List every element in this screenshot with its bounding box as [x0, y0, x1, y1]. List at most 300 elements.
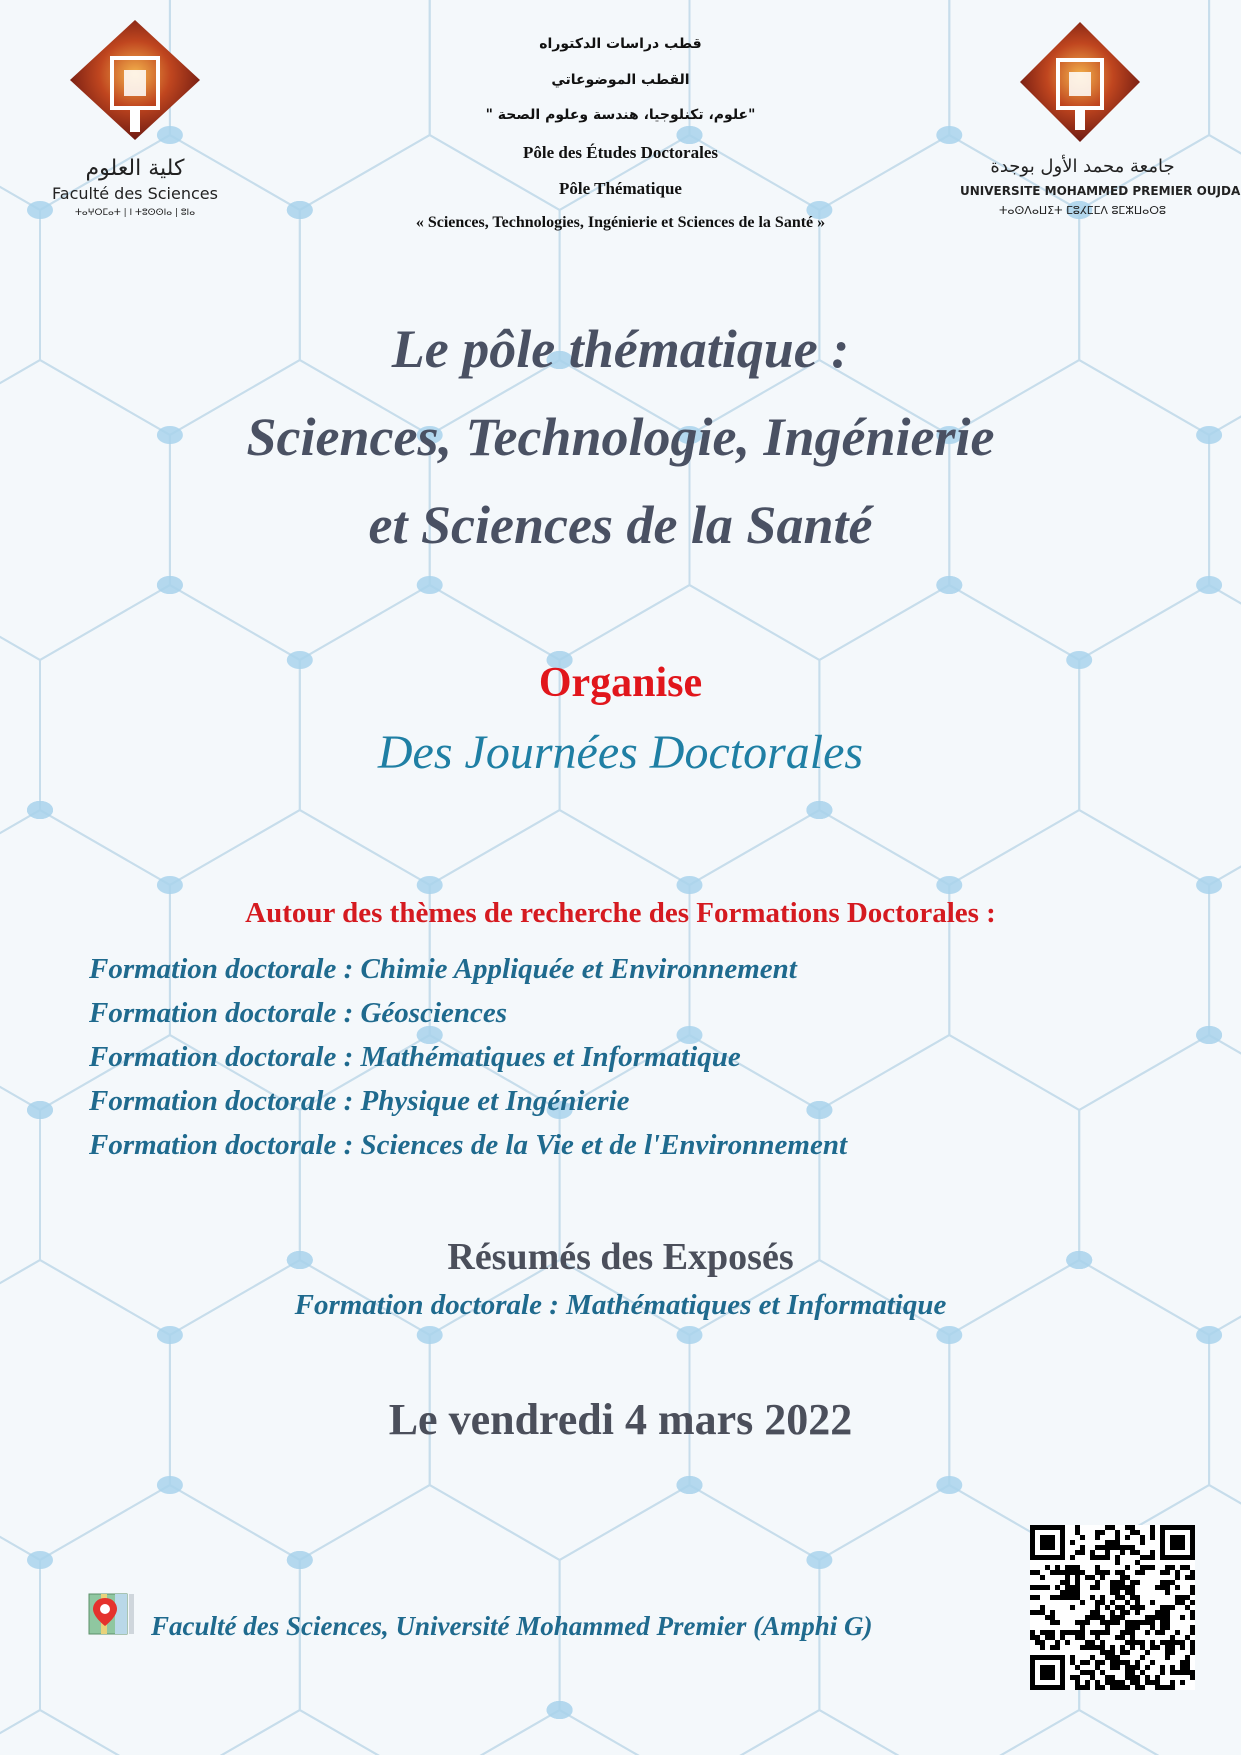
qr-module [1115, 1635, 1120, 1640]
qr-module [1140, 1565, 1145, 1570]
qr-module [1095, 1555, 1100, 1560]
qr-module [1090, 1595, 1095, 1600]
qr-module [1090, 1555, 1095, 1560]
qr-module [1090, 1670, 1095, 1675]
qr-module [1135, 1625, 1140, 1630]
header-arabic-line2: القطب الموضوعاتي [551, 72, 690, 88]
qr-module [1175, 1670, 1180, 1675]
qr-module [1065, 1580, 1070, 1585]
qr-module [1140, 1555, 1145, 1560]
resumes-subtitle: Formation doctorale : Mathématiques et Informatique [294, 1289, 947, 1321]
venue-text: Faculté des Sciences, Université Mohammed Premier (Amphi G) [151, 1611, 873, 1641]
qr-module [1110, 1660, 1115, 1665]
qr-module [1120, 1660, 1125, 1665]
qr-module [1080, 1670, 1085, 1675]
qr-module [1140, 1685, 1145, 1690]
qr-module [1130, 1665, 1135, 1670]
qr-module [1110, 1590, 1115, 1595]
qr-module [1125, 1600, 1130, 1605]
qr-module [1100, 1545, 1105, 1550]
qr-module [1085, 1620, 1090, 1625]
qr-module [1120, 1545, 1125, 1550]
qr-module [1120, 1685, 1125, 1690]
qr-module [1160, 1670, 1165, 1675]
qr-module [1130, 1550, 1135, 1555]
qr-module [1130, 1635, 1135, 1640]
qr-module [1115, 1555, 1120, 1560]
hexagon-shape [1209, 1710, 1241, 1755]
qr-module [1110, 1645, 1115, 1650]
qr-module [1190, 1585, 1195, 1590]
qr-module [1055, 1645, 1060, 1650]
qr-module [1075, 1590, 1080, 1595]
qr-module [1180, 1595, 1185, 1600]
qr-module [1160, 1610, 1165, 1615]
qr-module [1090, 1610, 1095, 1615]
qr-module [1095, 1535, 1100, 1540]
qr-module [1170, 1680, 1175, 1685]
qr-module [1065, 1590, 1070, 1595]
qr-module [1120, 1605, 1125, 1610]
molecule-dot [806, 801, 832, 819]
qr-module [1135, 1665, 1140, 1670]
qr-module [1130, 1530, 1135, 1535]
resumes-title: Résumés des Exposés [447, 1236, 794, 1278]
qr-module [1115, 1655, 1120, 1660]
qr-module [1115, 1530, 1120, 1535]
qr-module [1035, 1585, 1040, 1590]
qr-module [1160, 1665, 1165, 1670]
qr-module [1175, 1575, 1180, 1580]
qr-module [1170, 1605, 1175, 1610]
qr-module [1160, 1615, 1165, 1620]
qr-module [1090, 1550, 1095, 1555]
qr-module [1075, 1680, 1080, 1685]
qr-module [1085, 1645, 1090, 1650]
qr-module [1130, 1680, 1135, 1685]
qr-module [1160, 1685, 1165, 1690]
qr-module [1170, 1645, 1175, 1650]
qr-module [1090, 1630, 1095, 1635]
qr-module [1180, 1665, 1185, 1670]
qr-module [1095, 1600, 1100, 1605]
qr-module [1170, 1580, 1175, 1585]
qr-module [1095, 1610, 1100, 1615]
hexagon-shape [1209, 810, 1241, 1110]
formation-item-5: Formation doctorale : Sciences de la Vie et de l'Environnement [89, 1129, 848, 1161]
qr-module [1180, 1600, 1185, 1605]
qr-module [1190, 1590, 1195, 1595]
qr-module [1120, 1645, 1125, 1650]
qr-module [1105, 1550, 1110, 1555]
qr-module [1150, 1600, 1155, 1605]
qr-module [1095, 1660, 1100, 1665]
qr-module [1095, 1665, 1100, 1670]
qr-module [1125, 1620, 1130, 1625]
qr-module [1105, 1620, 1110, 1625]
qr-module [1060, 1570, 1065, 1575]
qr-module [1035, 1640, 1040, 1645]
qr-module [1125, 1545, 1130, 1550]
qr-module [1100, 1645, 1105, 1650]
themes-heading: Autour des thèmes de recherche des Formations Doctorales : [245, 897, 996, 929]
qr-module [1110, 1580, 1115, 1585]
qr-module [1150, 1565, 1155, 1570]
qr-module [1130, 1630, 1135, 1635]
qr-module [1170, 1565, 1175, 1570]
qr-module [1155, 1645, 1160, 1650]
header-pole-thematique: Pôle Thématique [559, 179, 682, 198]
molecule-dot [27, 801, 53, 819]
qr-module [1080, 1600, 1085, 1605]
title-line-2: Sciences, Technologie, Ingénierie [246, 407, 995, 467]
qr-module [1050, 1620, 1055, 1625]
qr-module [1165, 1650, 1170, 1655]
qr-module [1150, 1615, 1155, 1620]
qr-module [1185, 1605, 1190, 1610]
qr-module [1080, 1645, 1085, 1650]
qr-module [1165, 1655, 1170, 1660]
qr-module [1090, 1575, 1095, 1580]
qr-module [1160, 1605, 1165, 1610]
molecule-dot [677, 126, 703, 144]
qr-module [1150, 1535, 1155, 1540]
qr-module [1095, 1615, 1100, 1620]
qr-module [1110, 1665, 1115, 1670]
qr-module [1125, 1675, 1130, 1680]
molecule-dot [417, 876, 443, 894]
qr-module [1140, 1535, 1145, 1540]
qr-module [1165, 1585, 1170, 1590]
qr-module [1100, 1620, 1105, 1625]
qr-module [1170, 1635, 1175, 1640]
qr-module [1170, 1665, 1175, 1670]
qr-module [1115, 1535, 1120, 1540]
qr-module [1080, 1535, 1085, 1540]
qr-module [1050, 1645, 1055, 1650]
qr-module [1190, 1675, 1195, 1680]
qr-module [1030, 1595, 1035, 1600]
qr-module [1165, 1615, 1170, 1620]
qr-module [1190, 1645, 1195, 1650]
qr-module [1145, 1650, 1150, 1655]
qr-module [1040, 1610, 1045, 1615]
qr-module [1055, 1570, 1060, 1575]
qr-module [1135, 1530, 1140, 1535]
header-arabic-line3: "علوم، تكنلوجيا، هندسة وعلوم الصحة " [485, 107, 756, 123]
qr-module [1110, 1545, 1115, 1550]
qr-module [1055, 1585, 1060, 1590]
qr-module [1060, 1630, 1065, 1635]
qr-module [1105, 1650, 1110, 1655]
qr-module [1100, 1650, 1105, 1655]
molecule-dot [806, 1551, 832, 1569]
qr-module [1175, 1570, 1180, 1575]
qr-module [1135, 1605, 1140, 1610]
qr-module [1100, 1555, 1105, 1560]
qr-module [1030, 1630, 1035, 1635]
qr-module [1165, 1620, 1170, 1625]
qr-module [1145, 1615, 1150, 1620]
qr-module [1095, 1530, 1100, 1535]
qr-module [1120, 1570, 1125, 1575]
qr-module [1075, 1635, 1080, 1640]
molecule-dot [677, 876, 703, 894]
qr-module [1150, 1620, 1155, 1625]
formation-item-3: Formation doctorale : Mathématiques et Informatique [89, 1041, 741, 1073]
qr-module [1155, 1675, 1160, 1680]
qr-module [1090, 1615, 1095, 1620]
qr-module [1030, 1570, 1035, 1575]
qr-module [1110, 1675, 1115, 1680]
map-location-icon [85, 1588, 137, 1640]
qr-module [1190, 1610, 1195, 1615]
qr-module [1170, 1535, 1185, 1550]
qr-module [1075, 1550, 1080, 1555]
molecule-dot [677, 1326, 703, 1344]
qr-module [1085, 1615, 1090, 1620]
qr-module [1135, 1595, 1140, 1600]
qr-module [1145, 1675, 1150, 1680]
qr-module [1135, 1620, 1140, 1625]
title-line-1: Le pôle thématique : [391, 319, 850, 379]
qr-module [1190, 1630, 1195, 1635]
qr-module [1075, 1580, 1080, 1585]
qr-module [1095, 1630, 1100, 1635]
qr-module [1130, 1640, 1135, 1645]
qr-module [1080, 1620, 1085, 1625]
qr-module [1130, 1545, 1135, 1550]
qr-module [1060, 1595, 1065, 1600]
qr-module [1120, 1575, 1125, 1580]
qr-module [1140, 1570, 1145, 1575]
qr-module [1150, 1645, 1155, 1650]
hexagon-shape [949, 810, 1209, 1110]
qr-module [1145, 1630, 1150, 1635]
qr-module [1105, 1655, 1110, 1660]
qr-module [1080, 1545, 1085, 1550]
faculty-name-french: Faculté des Sciences [52, 184, 218, 203]
qr-module [1105, 1625, 1110, 1630]
qr-module [1140, 1540, 1145, 1545]
qr-module [1170, 1640, 1175, 1645]
molecule-dot [936, 876, 962, 894]
molecule-dot [157, 1326, 183, 1344]
qr-module [1170, 1670, 1175, 1675]
qr-module [1105, 1675, 1110, 1680]
qr-module [1050, 1570, 1055, 1575]
qr-module [1085, 1640, 1090, 1645]
faculty-name-tifinagh: ⵜⴰⵖⵔⵎⴰⵜ | ⵏ ⵜⵓⵙⵙⵏⴰ | ⵓⵏⴰ [74, 208, 196, 218]
qr-module [1095, 1565, 1100, 1570]
qr-module [1155, 1630, 1160, 1635]
qr-module [1135, 1610, 1140, 1615]
qr-module [1120, 1635, 1125, 1640]
faculty-name-arabic: كلية العلوم [85, 156, 185, 181]
qr-module [1145, 1620, 1150, 1625]
qr-module [1140, 1620, 1145, 1625]
qr-module [1075, 1585, 1080, 1590]
qr-module [1175, 1595, 1180, 1600]
qr-module [1040, 1645, 1045, 1650]
qr-module [1190, 1575, 1195, 1580]
qr-module [1135, 1660, 1140, 1665]
qr-module [1115, 1595, 1120, 1600]
qr-module [1105, 1680, 1110, 1685]
qr-module [1100, 1570, 1105, 1575]
qr-module [1080, 1550, 1085, 1555]
molecule-dot [1196, 576, 1222, 594]
qr-module [1085, 1575, 1090, 1580]
qr-module [1125, 1640, 1130, 1645]
qr-module [1125, 1630, 1130, 1635]
qr-module [1090, 1640, 1095, 1645]
qr-module [1155, 1680, 1160, 1685]
qr-module [1100, 1595, 1105, 1600]
qr-module [1110, 1620, 1115, 1625]
qr-module [1085, 1670, 1090, 1675]
qr-module [1075, 1630, 1080, 1635]
qr-module [1160, 1630, 1165, 1635]
qr-module [1115, 1590, 1120, 1595]
qr-module [1180, 1615, 1185, 1620]
qr-module [1120, 1630, 1125, 1635]
qr-module [1070, 1605, 1075, 1610]
qr-module [1190, 1625, 1195, 1630]
qr-module [1075, 1565, 1080, 1570]
qr-module [1115, 1570, 1120, 1575]
qr-module [1115, 1605, 1120, 1610]
molecule-dot [936, 126, 962, 144]
qr-module [1145, 1665, 1150, 1670]
molecule-dot [27, 1551, 53, 1569]
qr-module [1145, 1555, 1150, 1560]
molecule-dot [157, 876, 183, 894]
molecule-dot [417, 576, 443, 594]
qr-module [1100, 1530, 1105, 1535]
hexagon-shape [690, 1710, 950, 1755]
qr-module [1035, 1610, 1040, 1615]
qr-module [1090, 1645, 1095, 1650]
qr-module [1075, 1570, 1080, 1575]
qr-module [1070, 1630, 1075, 1635]
qr-module [1050, 1595, 1055, 1600]
qr-module [1185, 1660, 1190, 1665]
qr-module [1070, 1675, 1075, 1680]
qr-module [1100, 1670, 1105, 1675]
qr-module [1185, 1575, 1190, 1580]
qr-module [1065, 1570, 1070, 1575]
molecule-dot [1196, 1326, 1222, 1344]
qr-module [1155, 1685, 1160, 1690]
qr-module [1120, 1650, 1125, 1655]
qr-module [1180, 1680, 1185, 1685]
molecule-dot [27, 1101, 53, 1119]
qr-module [1070, 1540, 1075, 1545]
qr-module [1045, 1585, 1050, 1590]
molecule-dot [936, 576, 962, 594]
qr-module [1085, 1680, 1090, 1685]
qr-module [1135, 1675, 1140, 1680]
qr-module [1115, 1540, 1120, 1545]
qr-module [1120, 1610, 1125, 1615]
qr-module [1100, 1640, 1105, 1645]
qr-module [1065, 1630, 1070, 1635]
qr-module [1125, 1665, 1130, 1670]
qr-module [1105, 1570, 1110, 1575]
qr-module [1060, 1590, 1065, 1595]
qr-module [1130, 1580, 1135, 1585]
qr-module [1115, 1685, 1120, 1690]
qr-module [1130, 1585, 1135, 1590]
qr-module [1120, 1550, 1125, 1555]
qr-module [1105, 1605, 1110, 1610]
qr-module [1160, 1620, 1165, 1625]
qr-module [1105, 1540, 1110, 1545]
qr-module [1075, 1620, 1080, 1625]
qr-module [1145, 1680, 1150, 1685]
molecule-dot [1196, 876, 1222, 894]
qr-module [1135, 1640, 1140, 1645]
qr-module [1105, 1525, 1110, 1530]
qr-module [1165, 1685, 1170, 1690]
qr-module [1040, 1665, 1055, 1680]
qr-module [1110, 1650, 1115, 1655]
header-arabic-line1: قطب دراسات الدكتوراه [539, 36, 702, 52]
qr-module [1190, 1570, 1195, 1575]
qr-module [1190, 1640, 1195, 1645]
qr-module [1165, 1625, 1170, 1630]
qr-module [1040, 1640, 1045, 1645]
qr-module [1150, 1680, 1155, 1685]
qr-module [1095, 1635, 1100, 1640]
hexagon-shape [170, 1710, 430, 1755]
qr-module [1115, 1585, 1120, 1590]
qr-module [1075, 1665, 1080, 1670]
qr-module [1140, 1640, 1145, 1645]
molecule-dot [417, 1326, 443, 1344]
qr-module [1115, 1580, 1120, 1585]
qr-module [1075, 1530, 1080, 1535]
qr-module [1135, 1680, 1140, 1685]
molecule-dot [547, 1701, 573, 1719]
qr-module [1130, 1675, 1135, 1680]
qr-module [1110, 1610, 1115, 1615]
molecule-dot [936, 1326, 962, 1344]
qr-module [1100, 1685, 1105, 1690]
qr-module [1090, 1585, 1095, 1590]
qr-module [1145, 1565, 1150, 1570]
qr-module [1125, 1685, 1130, 1690]
qr-module [1065, 1585, 1070, 1590]
qr-module [1100, 1660, 1105, 1665]
qr-module [1040, 1605, 1045, 1610]
header-pole-doctoral: Pôle des Études Doctorales [522, 143, 718, 162]
qr-module [1125, 1625, 1130, 1630]
qr-module [1175, 1600, 1180, 1605]
qr-module [1175, 1640, 1180, 1645]
qr-module [1130, 1525, 1135, 1530]
qr-module [1120, 1585, 1125, 1590]
qr-module [1185, 1665, 1190, 1670]
qr-module [1190, 1615, 1195, 1620]
qr-module [1130, 1625, 1135, 1630]
qr-module [1150, 1555, 1155, 1560]
qr-module [1105, 1630, 1110, 1635]
qr-module [1170, 1650, 1175, 1655]
qr-module [1165, 1565, 1170, 1570]
qr-module [1095, 1645, 1100, 1650]
